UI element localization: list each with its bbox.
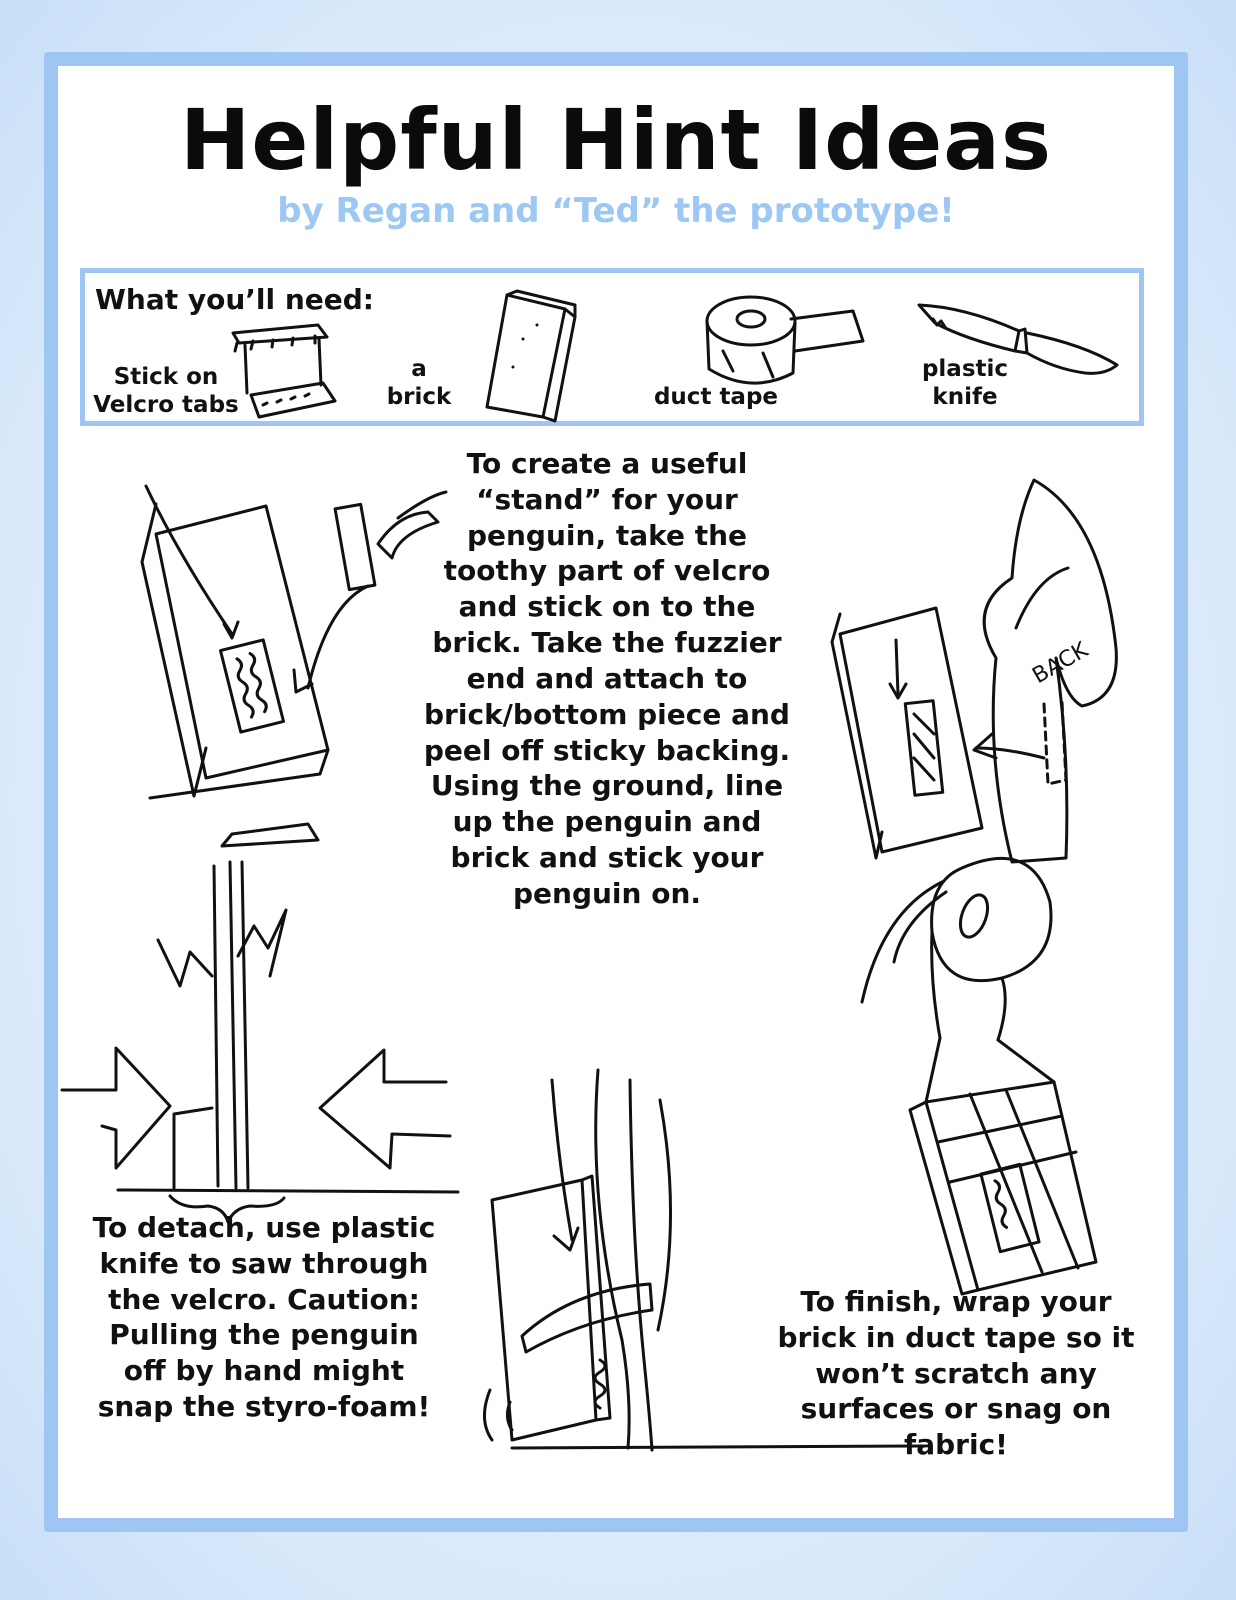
supply-label-plastic-knife: plastic knife	[921, 356, 1009, 411]
supply-label-velcro: Stick on Velcro tabs	[93, 364, 239, 419]
page-title: Helpful Hint Ideas	[180, 91, 1052, 189]
step-detach-text: To detach, use plastic knife to saw through the velcro. Caution: Pulling the penguin off by hand might snap the styro-foam!	[92, 1211, 436, 1424]
supply-label-brick: a brick	[386, 356, 452, 411]
plastic-knife-icon	[915, 299, 1125, 389]
supply-label-duct-tape: duct tape	[653, 384, 779, 410]
back-label: BACK	[1028, 637, 1093, 690]
step-finish-text: To finish, wrap your brick in duct tape so it won’t scratch any surfaces or snag on fabric!	[777, 1285, 1135, 1462]
supplies-box	[80, 268, 1144, 426]
step-attach-text: To create a useful “stand” for your penguin, take the toothy part of velcro and stick on to the brick. Take the fuzzier end and attach to brick/bottom piece and peel off sticky backing. Using the ground, line up the penguin and brick and stick your penguin on.	[423, 447, 791, 910]
supplies-heading: What you’ll need:	[95, 283, 375, 316]
brick-icon	[477, 287, 587, 423]
hint-sheet	[58, 66, 1174, 1518]
page-subtitle: by Regan and “Ted” the prototype!	[277, 191, 955, 231]
page-frame	[44, 52, 1188, 1532]
penguin-back-illustration	[786, 458, 1146, 878]
wrap-tape-illustration	[822, 842, 1162, 1312]
detach-illustration	[58, 856, 478, 1216]
duct-tape-icon	[703, 291, 873, 391]
velcro-tabs-icon	[223, 313, 343, 423]
brick-velcro-illustration	[98, 474, 428, 814]
